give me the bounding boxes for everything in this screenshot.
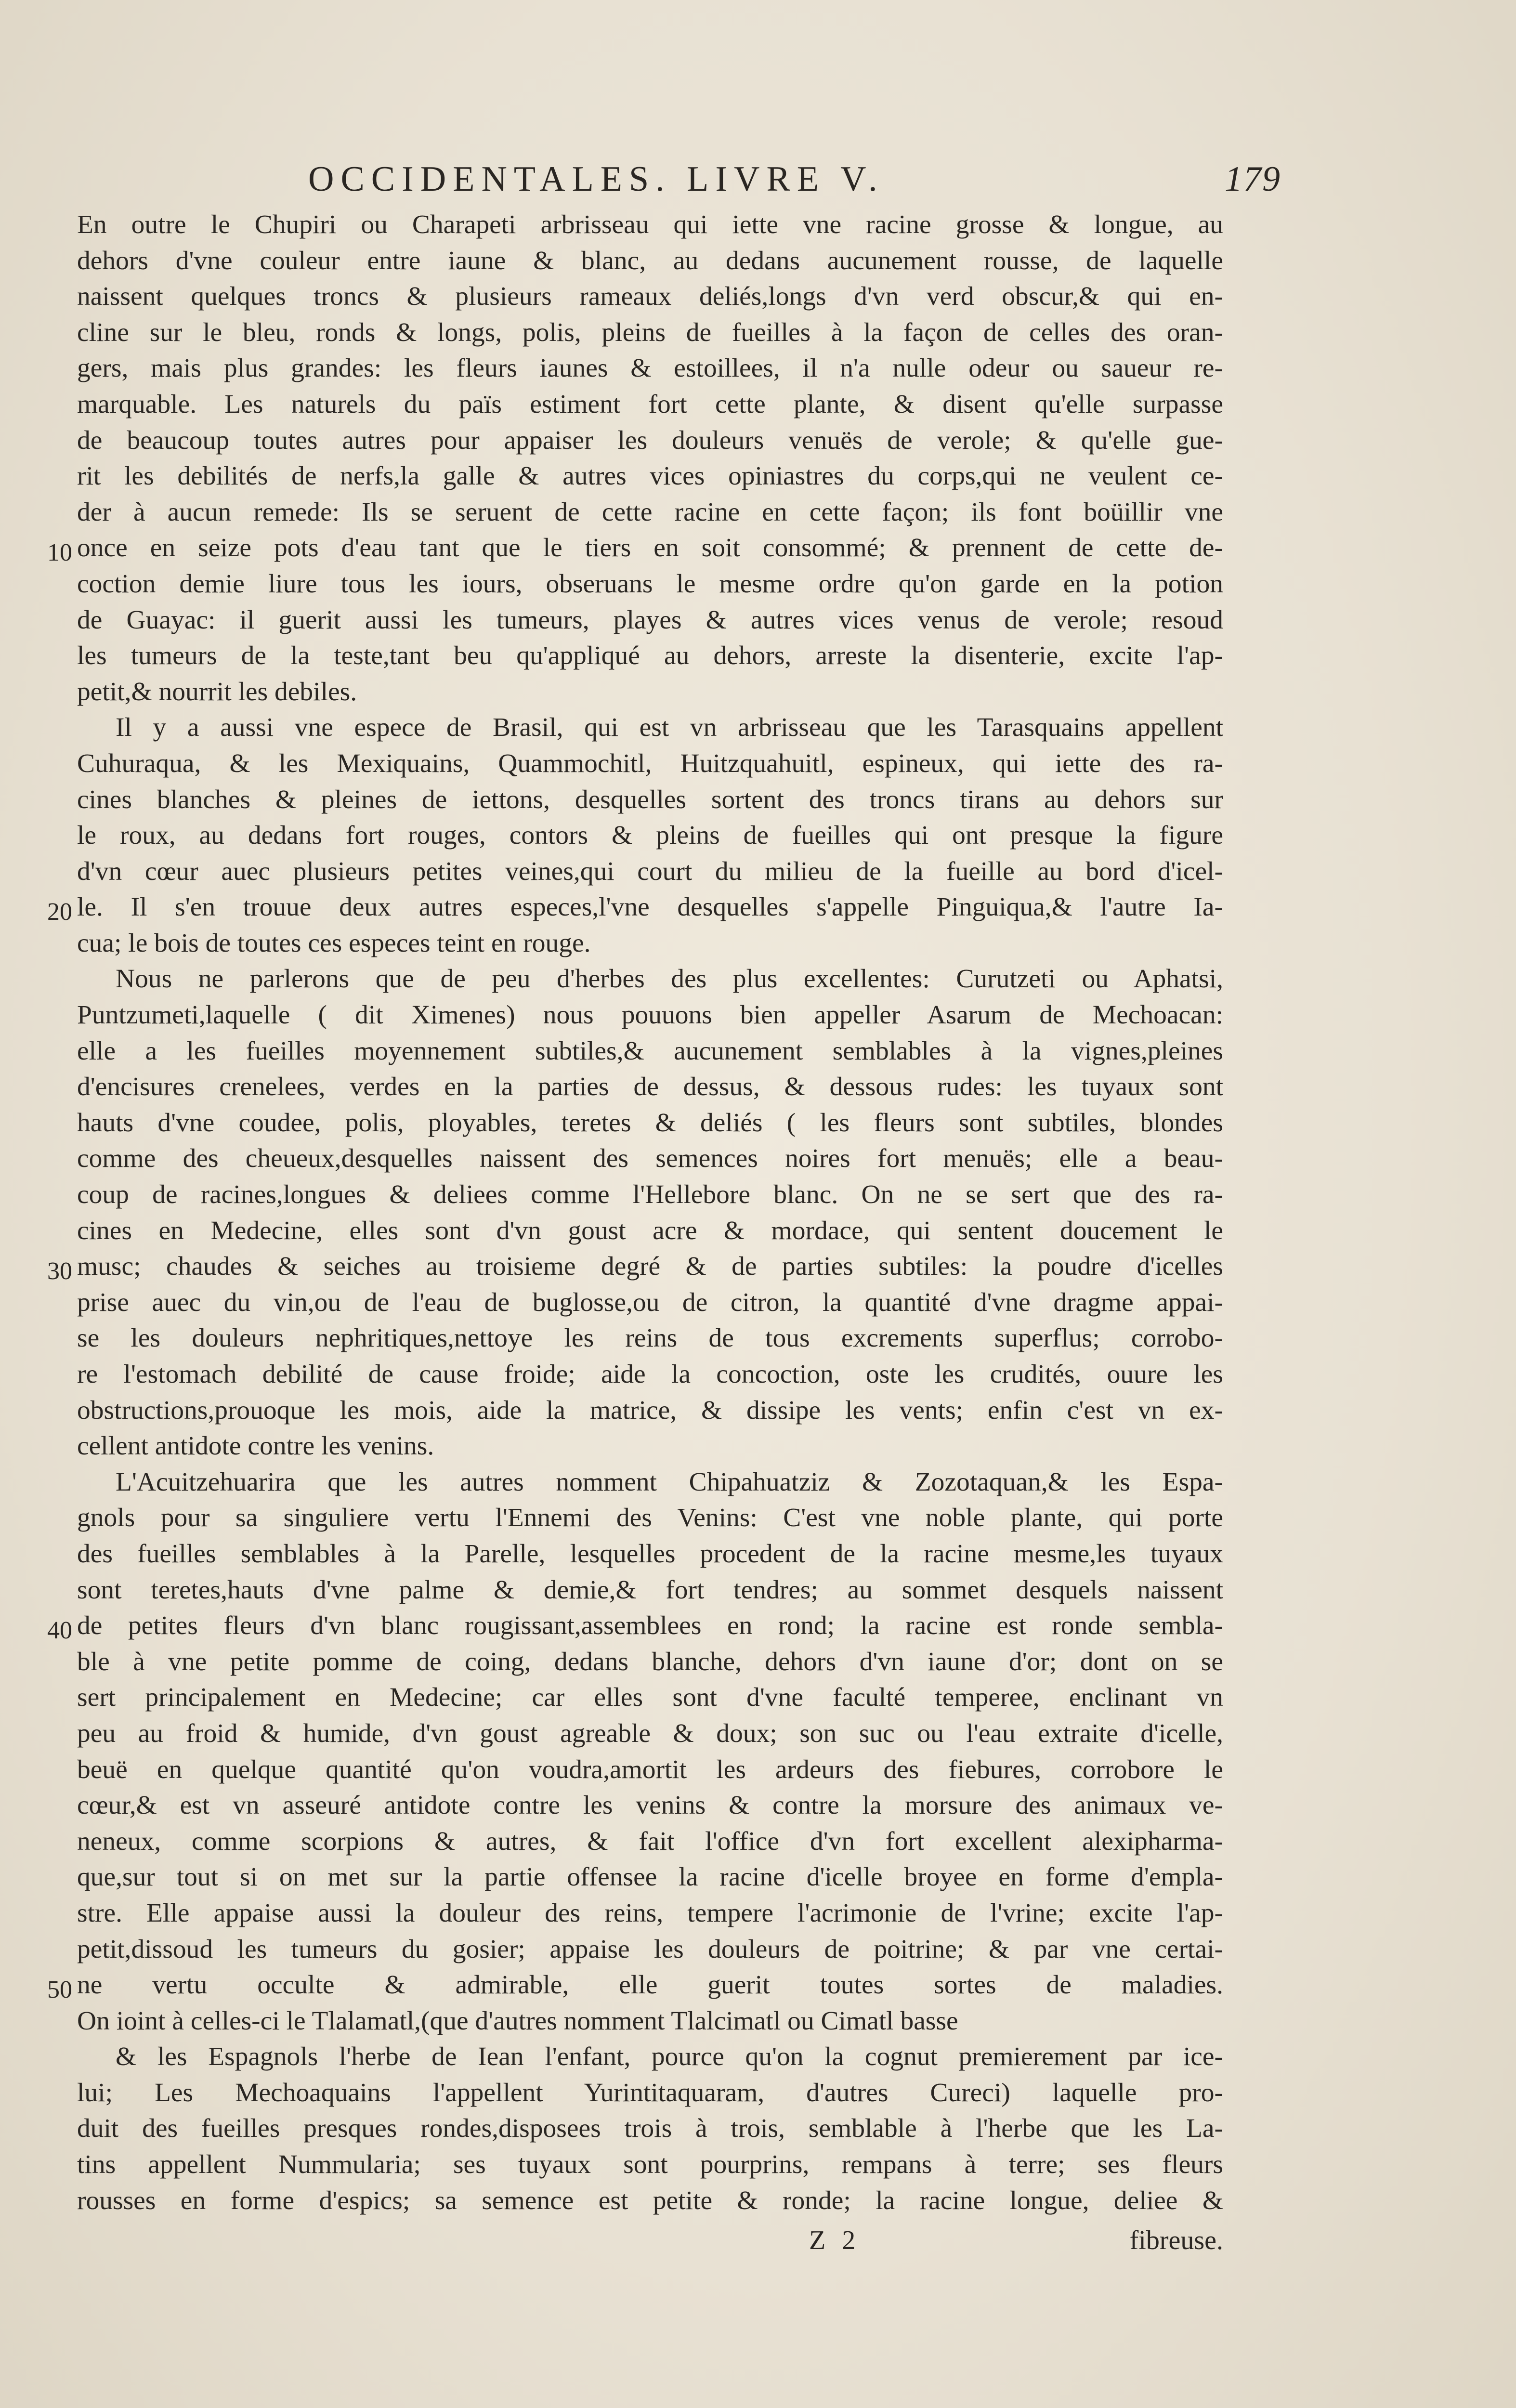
- text-line: peu au froid & humide, d'vn goust agreable & doux; son suc ou l'eau extraite d'icelle,: [77, 1718, 1223, 1748]
- text-line: der à aucun remede: Ils se seruent de cette racine en cette façon; ils font boüillir vne: [77, 497, 1223, 527]
- text-line: beuë en quelque quantité qu'on voudra,amortit les ardeurs des fiebures, corrobore le: [77, 1754, 1223, 1784]
- text-line: ble à vne petite pomme de coing, dedans blanche, dehors d'vn iaune d'or; dont on se: [77, 1647, 1223, 1676]
- text-line: cœur,& est vn asseuré antidote contre les venins & contre la morsure des animaux ve-: [77, 1791, 1223, 1820]
- text-line: musc; chaudes & seiches au troisieme degré & de parties subtiles: la poudre d'icelles: [77, 1252, 1223, 1282]
- text-line: gnols pour sa singuliere vertu l'Ennemi des Venins: C'est vne noble plante, qui porte: [77, 1503, 1223, 1533]
- page-number: 179: [1225, 159, 1281, 199]
- text-line: dehors d'vne couleur entre iaune & blanc, au dedans aucunement rousse, de laquelle: [77, 246, 1223, 275]
- text-line: de petites fleurs d'vn blanc rougissant,assemblees en rond; la racine est ronde sembla-: [77, 1611, 1223, 1641]
- text-line: En outre le Chupiri ou Charapeti arbrisseau qui iette vne racine grosse & longue, au: [77, 210, 1223, 239]
- text-line: duit des fueilles presques rondes,disposees trois à trois, semblable à l'herbe que les La-: [77, 2114, 1223, 2144]
- text-line: neneux, comme scorpions & autres, & fait l'office d'vn fort excellent alexipharma-: [77, 1826, 1223, 1856]
- text-line: d'encisures crenelees, verdes en la parties de dessus, & dessous rudes: les tuyaux sont: [77, 1072, 1223, 1102]
- text-line: prise auec du vin,ou de l'eau de buglosse,ou de citron, la quantité d'vne dragme appai-: [77, 1287, 1223, 1317]
- text-line: rousses en forme d'espics; sa semence est petite & ronde; la racine longue, deliee &: [77, 2186, 1223, 2215]
- text-line: d'vn cœur auec plusieurs petites veines,qui court du milieu de la fueille au bord d'icel-: [77, 856, 1223, 886]
- text-line: cines blanches & pleines de iettons, desquelles sortent des troncs tirans au dehors sur: [77, 785, 1223, 814]
- page-footer: [77, 2225, 1223, 2264]
- text-line: des fueilles semblables à la Parelle, lesquelles procedent de la racine mesme,les tuyaux: [77, 1539, 1223, 1569]
- text-line: comme des cheueux,desquelles naissent des semences noires fort menuës; elle a beau-: [77, 1144, 1223, 1174]
- text-line: gers, mais plus grandes: les fleurs iaunes & estoillees, il n'a nulle odeur ou saueur re-: [77, 353, 1223, 383]
- text-line: naissent quelques troncs & plusieurs rameaux deliés,longs d'vn verd obscur,& qui en-: [77, 282, 1223, 312]
- text-line: obstructions,prouoque les mois, aide la matrice, & dissipe les vents; enfin c'est vn ex-: [77, 1395, 1223, 1425]
- text-line: marquable. Les naturels du païs estiment fort cette plante, & disent qu'elle surpasse: [77, 389, 1223, 419]
- text-line: petit,& nourrit les debiles.: [77, 677, 357, 707]
- text-line: cines en Medecine, elles sont d'vn goust acre & mordace, qui sentent doucement le: [77, 1216, 1223, 1245]
- text-line: lui; Les Mechoaquains l'appellent Yurintitaquaram, d'autres Cureci) laquelle pro-: [77, 2078, 1223, 2107]
- text-line: de beaucoup toutes autres pour appaiser les douleurs venuës de verole; & qu'elle gue-: [77, 425, 1223, 455]
- text-line: rit les debilités de nerfs,la galle & autres vices opiniastres du corps,qui ne veulent ce-: [77, 461, 1223, 491]
- text-line: L'Acuitzehuarira que les autres nomment Chipahuatziz & Zozotaquan,& les Espa-: [116, 1467, 1223, 1497]
- margin-line-number: 30: [47, 1257, 72, 1285]
- text-line: Puntzumeti,laquelle ( dit Ximenes) nous pouuons bien appeller Asarum de Mechoacan:: [77, 1000, 1223, 1030]
- text-line: les tumeurs de la teste,tant beu qu'appliqué au dehors, arreste la disenterie, excite l'ap-: [77, 641, 1223, 671]
- text-line: le roux, au dedans fort rouges, contors & pleins de fueilles qui ont presque la figure: [77, 821, 1223, 851]
- text-line: que,sur tout si on met sur la partie offensee la racine d'icelle broyee en forme d'empla-: [77, 1862, 1223, 1892]
- text-line: sont teretes,hauts d'vne palme & demie,& fort tendres; au sommet desquels naissent: [77, 1575, 1223, 1605]
- text-line: le. Il s'en trouue deux autres especes,l'vne desquelles s'appelle Pinguiqua,& l'autre Ia-: [77, 892, 1223, 922]
- text-line: cua; le bois de toutes ces especes teint en rouge.: [77, 928, 591, 958]
- text-line: elle a les fueilles moyennement subtiles,& aucunement semblables à la vignes,pleines: [77, 1036, 1223, 1066]
- text-line: hauts d'vne coudee, polis, ployables, teretes & deliés ( les fleurs sont subtiles, blondes: [77, 1108, 1223, 1138]
- text-line: re l'estomach debilité de cause froide; aide la concoction, oste les crudités, ouure les: [77, 1360, 1223, 1389]
- text-line: cline sur le bleu, ronds & longs, polis, pleins de fueilles à la façon de celles des oran-: [77, 317, 1223, 347]
- text-line: On ioint à celles-ci le Tlalamatl,(que d'autres nomment Tlalcimatl ou Cimatl basse: [77, 2006, 958, 2036]
- text-line: Nous ne parlerons que de peu d'herbes des plus excellentes: Curutzeti ou Aphatsi,: [116, 964, 1223, 994]
- margin-line-number: 40: [47, 1617, 72, 1644]
- text-line: petit,dissoud les tumeurs du gosier; appaise les douleurs de poitrine; & par vne certai-: [77, 1934, 1223, 1964]
- text-line: stre. Elle appaise aussi la douleur des reins, tempere l'acrimonie de l'vrine; excite l'ap-: [77, 1898, 1223, 1928]
- catchword: fibreuse.: [1129, 2225, 1223, 2255]
- text-line: sert principalement en Medecine; car elles sont d'vne faculté temperee, enclinant vn: [77, 1683, 1223, 1713]
- text-line: & les Espagnols l'herbe de Iean l'enfant, pource qu'on la cognut premierement par ice-: [116, 2042, 1223, 2072]
- page-header: [308, 159, 1281, 207]
- text-line: Il y a aussi vne espece de Brasil, qui est vn arbrisseau que les Tarasquains appellent: [116, 713, 1223, 743]
- text-line: Cuhuraqua, & les Mexiquains, Quammochitl, Huitzquahuitl, espineux, qui iette des ra-: [77, 748, 1223, 778]
- text-line: coction demie liure tous les iours, obseruans le mesme ordre qu'on garde en la potion: [77, 569, 1223, 599]
- margin-line-number: 10: [47, 539, 72, 566]
- running-title: OCCIDENTALES. LIVRE V.: [308, 159, 884, 199]
- text-line: tins appellent Nummularia; ses tuyaux sont pourprins, rempans à terre; ses fleurs: [77, 2150, 1223, 2180]
- text-line: cellent antidote contre les venins.: [77, 1431, 434, 1461]
- margin-line-number: 50: [47, 1976, 72, 2003]
- text-line: se les douleurs nephritiques,nettoye les reins de tous excrements superflus; corrobo-: [77, 1323, 1223, 1353]
- text-line: once en seize pots d'eau tant que le tiers en soit consommé; & prennent de cette de-: [77, 533, 1223, 563]
- text-line: de Guayac: il guerit aussi les tumeurs, playes & autres vices venus de verole; resoud: [77, 605, 1223, 635]
- main-text: [77, 207, 1223, 2255]
- signature-mark: Z 2: [809, 2225, 861, 2255]
- text-line: ne vertu occulte & admirable, elle guerit toutes sortes de maladies.: [77, 1970, 1223, 2000]
- margin-line-number: 20: [47, 898, 72, 926]
- text-line: coup de racines,longues & deliees comme l'Hellebore blanc. On ne se sert que des ra-: [77, 1180, 1223, 1210]
